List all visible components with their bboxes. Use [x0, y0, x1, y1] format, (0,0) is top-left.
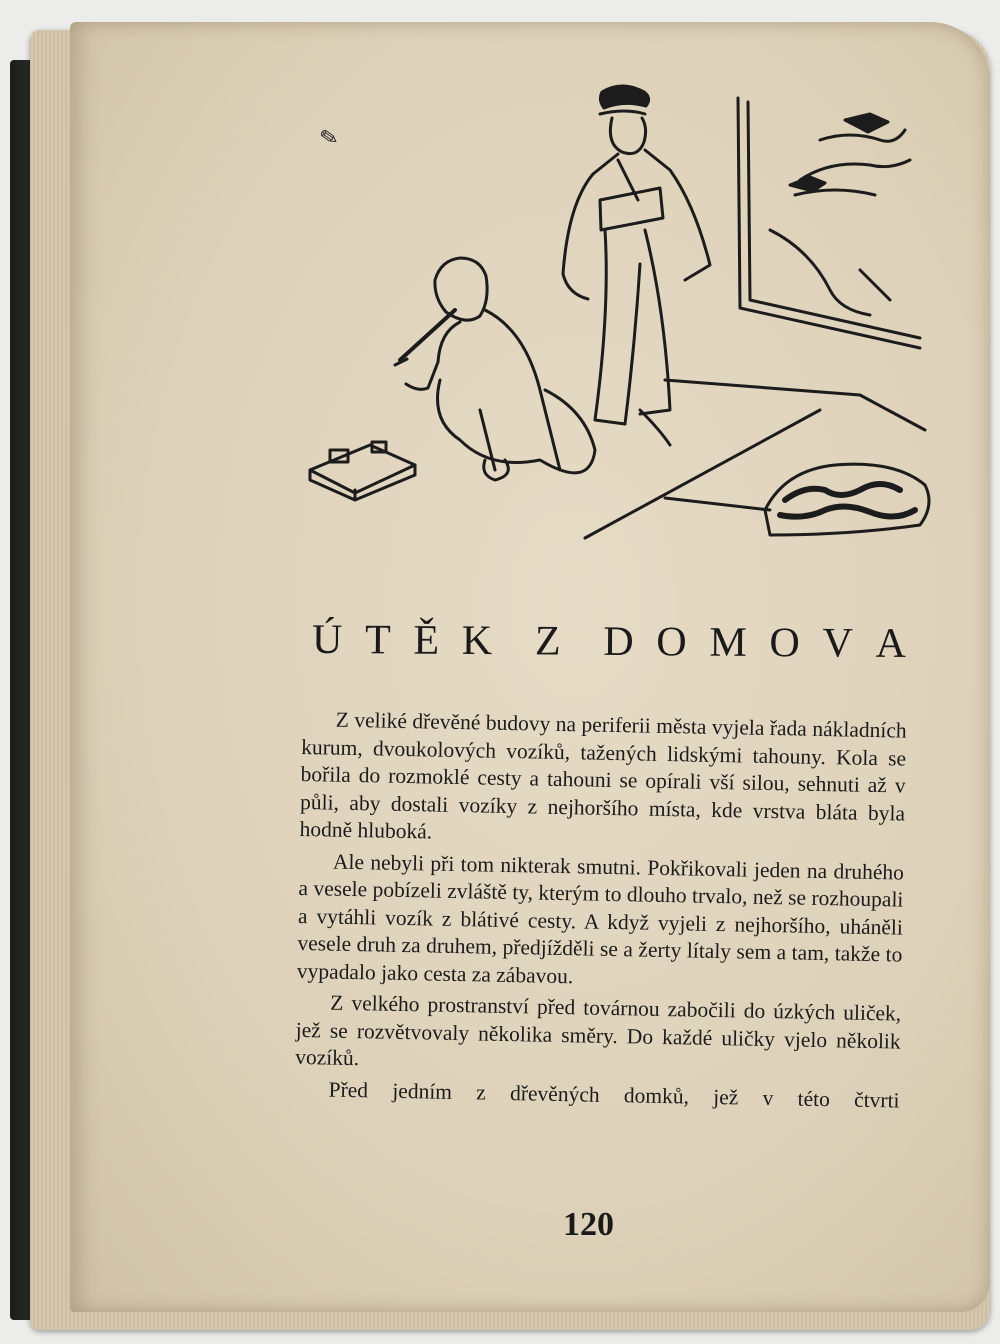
- title-letter: O: [769, 620, 816, 667]
- title-letter: Ú: [311, 616, 359, 664]
- title-letter: V: [822, 620, 870, 667]
- paragraph: Z velkého prostranství před továrnou zabočili do úzkých uliček, jež se rozvětvovaly několika směry. Do každé uličky vjelo několik vozíků.: [295, 990, 902, 1071]
- chapter-title: [312, 616, 922, 680]
- wall-scroll: [738, 98, 920, 348]
- title-letter: Ě: [413, 617, 456, 664]
- title-letter: M: [709, 619, 763, 667]
- paragraph: Před jedním z dřevěných domků, jež v této čtvrti: [328, 1077, 900, 1113]
- kneeling-calligrapher: [395, 258, 595, 480]
- paragraph: Ale nebyli při tom nikterak smutni. Pokřikovali jeden na druhého a vesele pobízeli zvláště ty, kterým to dlouho trvalo, než se rozhoupali a vytáhli vozík z blátivé cesty. A když vyjeli z nejhoršího, uháněli vesele druh za druhem, předjížděli se a žerty lítaly sem a tam, takže to vypadalo jako cesta za zábavou.: [296, 849, 905, 988]
- illustration-calligrapher-scene: [300, 80, 940, 550]
- ink-box: [310, 442, 415, 500]
- body-text: [294, 706, 907, 1119]
- title-letter: O: [656, 619, 703, 666]
- ornament-glyph: ✎: [317, 124, 341, 153]
- patterned-cushion: [765, 464, 929, 535]
- title-letter: T: [364, 617, 407, 664]
- title-letter: K: [461, 617, 509, 665]
- standing-woman: [563, 86, 710, 445]
- page-number: 120: [563, 1206, 614, 1243]
- title-letter: D: [603, 618, 650, 666]
- paragraph: Z veliké dřevěné budovy na periferii města vyjela řada nákladních kurum, dvoukolových vozíků, tažených lidskými tahouny. Kola se bořila do rozmoklé cesty a tahouni se opírali vší silou, sehnuti až v půli, aby dostali vozíky z nejhoršího místa, kde vrstva bláta byla hodně hluboká.: [299, 707, 907, 844]
- title-letter: A: [875, 620, 923, 668]
- title-letter: Z: [534, 618, 577, 665]
